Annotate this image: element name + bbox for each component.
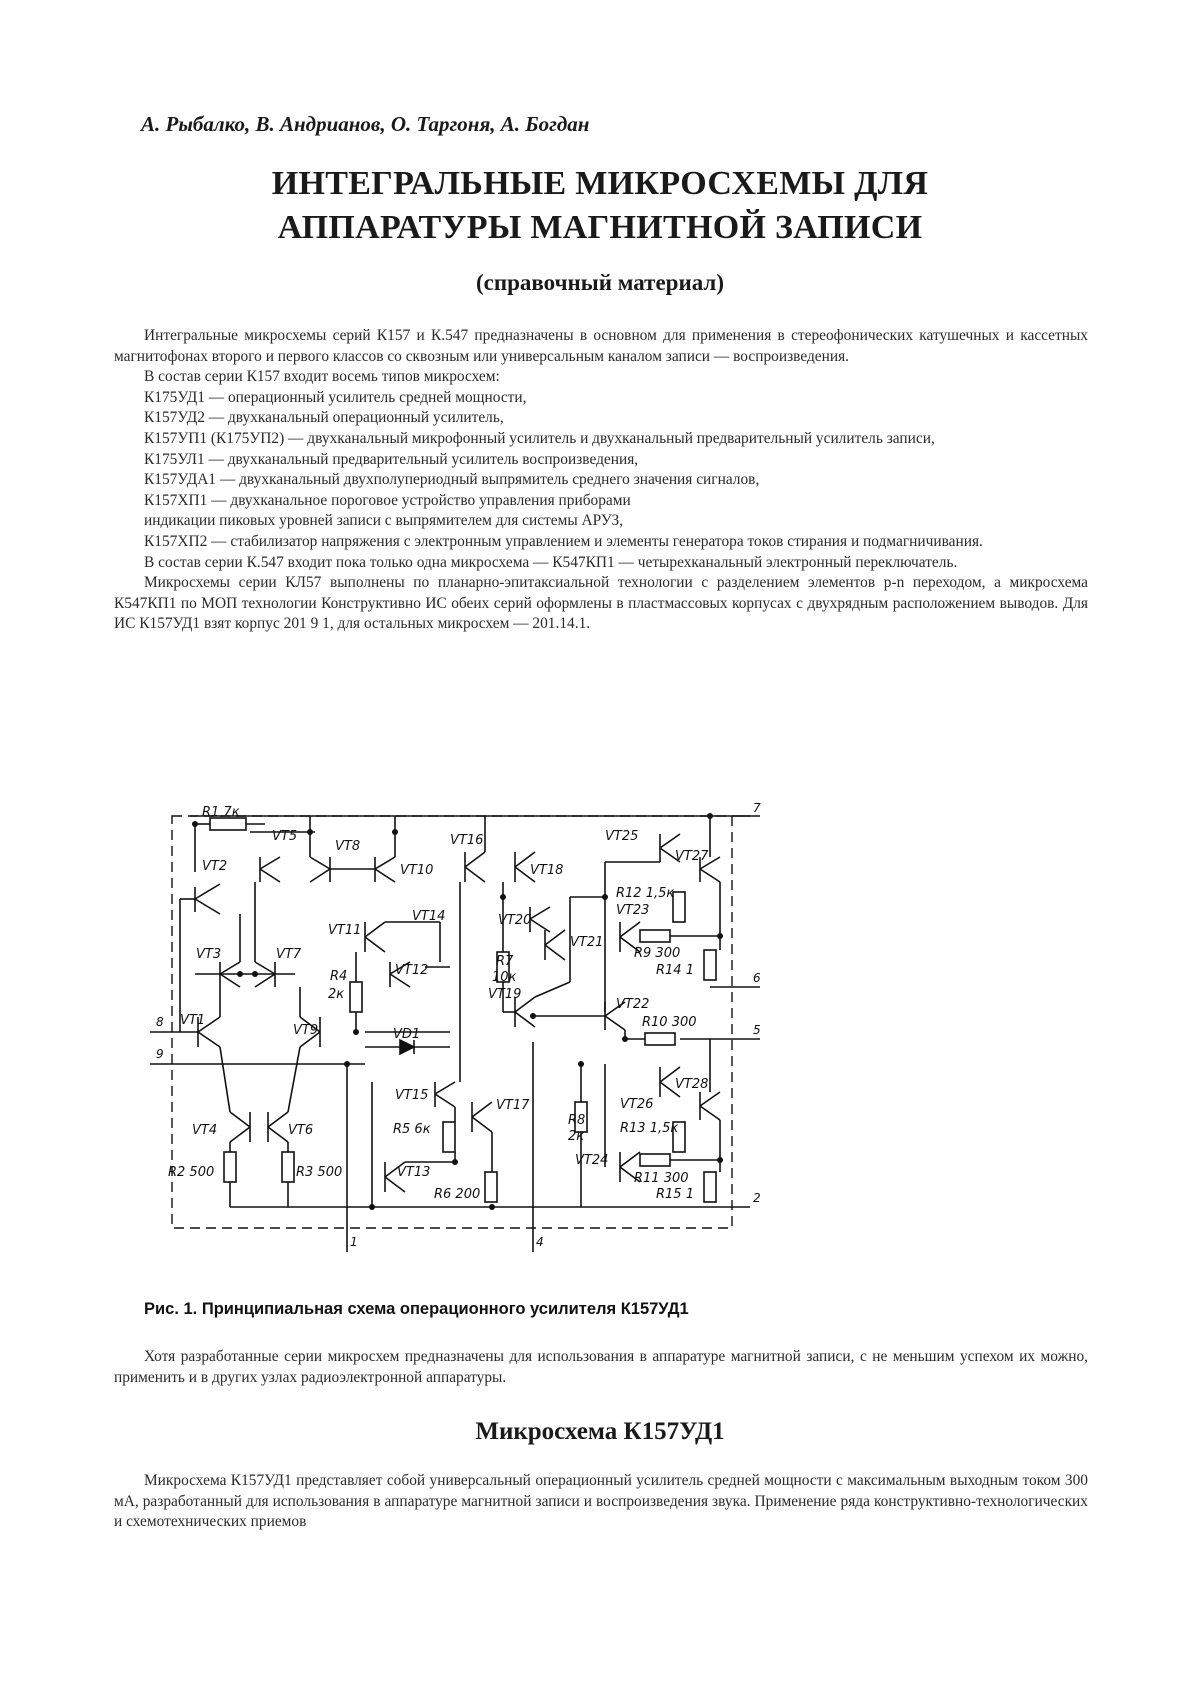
subtitle: (справочный материал) xyxy=(476,270,724,295)
paragraph: К175УД1 — операционный усилитель средней мощности, xyxy=(144,388,527,406)
label-vt5: VT5 xyxy=(272,829,298,844)
label-pin-8: 8 xyxy=(156,1015,164,1029)
diode-vd1 xyxy=(400,1040,414,1054)
label-r15: R15 1 xyxy=(656,1187,694,1202)
label-r10: R10 300 xyxy=(642,1015,697,1030)
resistor-r12 xyxy=(673,892,685,922)
paragraph: К157УП1 (К175УП2) — двухканальный микрофонный усилитель и двухканальный предварительный усилитель записи, xyxy=(144,429,935,447)
label-vt24: VT24 xyxy=(575,1153,609,1168)
resistor-r3 xyxy=(282,1152,294,1182)
label-r1: R1 7к xyxy=(202,805,240,820)
resistor-r5 xyxy=(443,1122,455,1152)
label-r9: R9 300 xyxy=(634,946,681,961)
title-line-2: АППАРАТУРЫ МАГНИТНОЙ ЗАПИСИ xyxy=(277,209,923,246)
label-r11: R11 300 xyxy=(634,1171,689,1186)
label-vt27: VT27 xyxy=(675,849,709,864)
intro-text xyxy=(114,326,1088,635)
label-vt20: VT20 xyxy=(498,913,532,928)
label-vt25: VT25 xyxy=(605,829,639,844)
label-vt16: VT16 xyxy=(450,833,484,848)
label-r8-value: 2к xyxy=(568,1129,585,1144)
label-r12: R12 1,5к xyxy=(616,886,675,901)
resistor-r11 xyxy=(640,1154,670,1166)
figure-caption: Рис. 1. Принципиальная схема операционного усилителя К157УД1 xyxy=(144,1300,689,1318)
label-vt21: VT21 xyxy=(570,935,604,950)
label-r7-value: 10к xyxy=(492,970,517,985)
label-vt8: VT8 xyxy=(335,839,361,854)
label-vt10: VT10 xyxy=(400,863,434,878)
paragraph: К157УД2 — двухканальный операционный усилитель, xyxy=(144,409,504,427)
resistor-r9 xyxy=(640,930,670,942)
authors: А. Рыбалко, В. Андрианов, О. Таргоня, А. Богдан xyxy=(141,112,590,136)
paragraph: индикации пиковых уровней записи с выпрямителем для системы АРУЗ, xyxy=(144,512,624,530)
label-pin-5: 5 xyxy=(753,1023,761,1037)
label-r5: R5 6к xyxy=(393,1122,431,1137)
label-r4-value: 2к xyxy=(328,987,345,1002)
label-vt14: VT14 xyxy=(412,909,446,924)
label-r14: R14 1 xyxy=(656,963,694,978)
label-vt12: VT12 xyxy=(395,963,429,978)
label-vt28: VT28 xyxy=(675,1077,709,1092)
section-title: Микросхема К157УД1 xyxy=(475,1418,725,1445)
label-vt22: VT22 xyxy=(616,997,650,1012)
resistor-r15 xyxy=(704,1172,716,1202)
label-vt4: VT4 xyxy=(192,1123,218,1138)
label-vt13: VT13 xyxy=(397,1165,431,1180)
paragraph: К157УДА1 — двухканальный двухполупериодный выпрямитель среднего значения сигналов, xyxy=(144,471,760,489)
paragraph: К157ХП1 — двухканальное пороговое устройство управления приборами xyxy=(144,491,631,509)
label-pin-7: 7 xyxy=(753,802,761,815)
label-pin-6: 6 xyxy=(753,971,761,985)
paragraph: Интегральные микросхемы серий К157 и К.547 предназначены в основном для применения в стереофонических катушечных и кассетных магнитофонах второго и первого классов со сквозным или универсальным каналом записи — воспроизведения. xyxy=(114,327,1088,365)
label-pin-4: 4 xyxy=(536,1235,544,1249)
resistor-r10 xyxy=(645,1033,675,1045)
label-r13: R13 1,5к xyxy=(620,1121,679,1136)
label-r2: R2 500 xyxy=(168,1165,215,1180)
resistor-r14 xyxy=(704,950,716,980)
label-r8: R8 xyxy=(568,1113,586,1128)
label-vt3: VT3 xyxy=(196,947,222,962)
label-pin-9: 9 xyxy=(156,1047,164,1061)
paragraph: Микросхема К157УД1 представляет собой универсальный операционный усилитель средней мощности с максимальным выходным током 300 мА, разработанный для использования в аппаратуре магнитной записи и воспроизведения звука. Применение ряда конструктивно-технологических и схемотехнических приемов xyxy=(114,1472,1088,1531)
label-pin-2: 2 xyxy=(753,1191,761,1205)
label-pin-1: 1 xyxy=(350,1235,358,1249)
label-vt7: VT7 xyxy=(276,947,302,962)
label-vt18: VT18 xyxy=(530,863,564,878)
paragraph: Микросхемы серии КЛ57 выполнены по планарно-эпитаксиальной технологии с разделением элементов p-n переходом, а микросхема К547КП1 по МОП технологии Конструктивно ИС обеих серий оформлены в пластмассовых корпусах с двухрядным расположением выводов. Для ИС К157УД1 взят корпус 201 9 1, для остальных микросхем — 201.14.1. xyxy=(114,574,1088,633)
label-vt1: VT1 xyxy=(180,1013,206,1028)
label-vt17: VT17 xyxy=(496,1098,530,1113)
label-vt23: VT23 xyxy=(616,903,650,918)
title-line-1: ИНТЕГРАЛЬНЫЕ МИКРОСХЕМЫ ДЛЯ xyxy=(271,165,929,202)
label-vt6: VT6 xyxy=(288,1123,314,1138)
paragraph: В состав серии К.547 входит пока только одна микросхема — К547КП1 — четырехканальный электронный переключатель. xyxy=(144,553,958,571)
resistor-r4 xyxy=(350,982,362,1012)
label-vt11: VT11 xyxy=(328,923,362,938)
resistor-r6 xyxy=(485,1172,497,1202)
label-r6: R6 200 xyxy=(434,1187,481,1202)
paragraph: Хотя разработанные серии микросхем предназначены для использования в аппаратуре магнитной записи, с не меньшим успехом их можно, применить и в других узлах радиоэлектронной аппаратуры. xyxy=(114,1348,1088,1386)
label-r7: R7 xyxy=(496,954,514,969)
section-text xyxy=(114,1471,1088,1533)
label-vt2: VT2 xyxy=(202,859,228,874)
label-vt9: VT9 xyxy=(293,1023,319,1038)
paragraph: К175УЛ1 — двухканальный предварительный усилитель воспроизведения, xyxy=(144,450,639,468)
label-vt26: VT26 xyxy=(620,1097,654,1112)
label-vt15: VT15 xyxy=(395,1088,429,1103)
label-r4: R4 xyxy=(330,969,348,984)
circuit-schematic xyxy=(150,802,840,1280)
after-figure-text xyxy=(114,1347,1088,1388)
label-vd1: VD1 xyxy=(393,1027,421,1042)
resistor-r2 xyxy=(224,1152,236,1182)
paragraph: В состав серии К157 входит восемь типов микросхем: xyxy=(144,368,500,386)
label-r3: R3 500 xyxy=(296,1165,343,1180)
paragraph: К157ХП2 — стабилизатор напряжения с электронным управлением и элементы генератора токов стирания и подмагничивания. xyxy=(144,532,983,550)
label-vt19: VT19 xyxy=(488,987,522,1002)
